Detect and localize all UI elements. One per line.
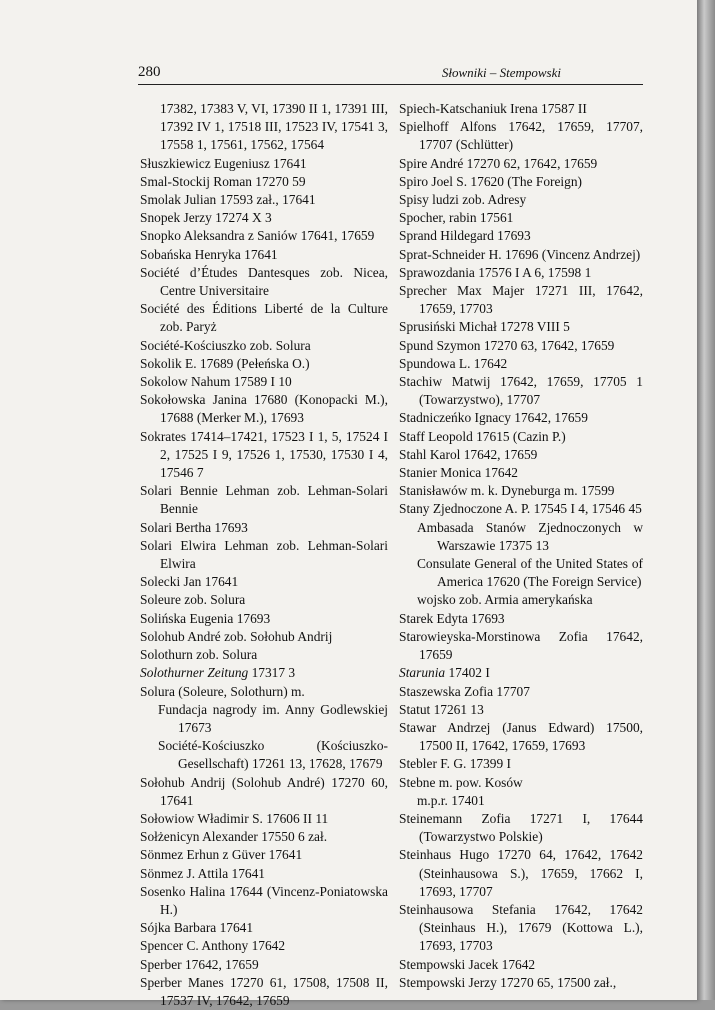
- index-entry: wojsko zob. Armia amerykańska: [417, 592, 593, 608]
- index-entry: Spire André 17270 62, 17642, 17659: [399, 155, 598, 171]
- index-entry: Spisy ludzi zob. Adresy: [399, 192, 527, 208]
- index-entry: Sperber 17642, 17659: [140, 956, 259, 972]
- page-header: [138, 62, 643, 85]
- index-entry: Stany Zjednoczone A. P. 17545 I 4, 17546 45: [399, 501, 642, 517]
- index-entry: Sönmez J. Attila 17641: [140, 865, 265, 881]
- index-entry-title: Starunia: [399, 665, 446, 681]
- index-entry: Solothurn zob. Solura: [140, 647, 258, 663]
- index-entry: Snopko Aleksandra z Saniów 17641, 17659: [140, 228, 375, 244]
- index-entry-title: Solothurner Zeitung: [140, 665, 249, 681]
- index-entry: Spund Szymon 17270 63, 17642, 17659: [399, 337, 615, 353]
- index-entry: Sołżenicyn Alexander 17550 6 zał.: [140, 829, 328, 845]
- index-entry: Stawar Andrzej (Janus Edward) 17500, 17500 II, 17642, 17659, 17693: [399, 719, 643, 754]
- index-entry: Société des Éditions Liberté de la Culture zob. Paryż: [140, 301, 388, 335]
- index-entry: Słuszkiewicz Eugeniusz 17641: [140, 155, 307, 171]
- page-edge: [697, 0, 715, 1000]
- index-entry: Starowieyska-Morstinowa Zofia 17642, 17659: [399, 628, 643, 663]
- index-entry: Sprusiński Michał 17278 VIII 5: [399, 319, 570, 335]
- index-entry: Solińska Eugenia 17693: [140, 610, 271, 626]
- index-entry: Spiech-Katschaniuk Irena 17587 II: [399, 101, 587, 116]
- index-entry: Solecki Jan 17641: [140, 574, 239, 590]
- index-entry: Fundacja nagrody im. Anny Godlewskiej 17673: [158, 701, 388, 735]
- index-entry: Stebler F. G. 17399 I: [399, 756, 511, 772]
- index-entry: Sójka Barbara 17641: [140, 920, 254, 936]
- index-entry: Sprecher Max Majer 17271 III, 17642, 17659, 17703: [399, 283, 643, 317]
- index-entry: Sokolow Nahum 17589 I 10: [140, 374, 292, 390]
- index-entry: Stachiw Matwij 17642, 17659, 17705 1 (Towarzystwo), 17707: [399, 374, 643, 408]
- index-entry: m.p.r. 17401: [417, 792, 485, 808]
- index-entry: Spundowa L. 17642: [399, 355, 508, 371]
- index-entry: Spencer C. Anthony 17642: [140, 938, 286, 954]
- index-entry: Stahl Karol 17642, 17659: [399, 446, 538, 462]
- index-entry: Société-Kościuszko (Kościuszko-Gesellschaft) 17261 13, 17628, 17679: [158, 738, 388, 772]
- index-entry: Société-Kościuszko zob. Solura: [140, 337, 311, 353]
- index-entry: Stadniczeńko Ignacy 17642, 17659: [399, 410, 588, 426]
- index-entry: Sprand Hildegard 17693: [399, 228, 531, 244]
- index-entry: Sobańska Henryka 17641: [140, 246, 278, 262]
- index-entry: Solari Elwira Lehman zob. Lehman-Solari Elwira: [140, 537, 388, 572]
- index-entry: Soleure zob. Solura: [140, 592, 246, 608]
- index-entry: Spielhoff Alfons 17642, 17659, 17707, 17707 (Schlütter): [399, 119, 643, 153]
- index-entry: Sperber Manes 17270 61, 17508, 17508 II, 17537 IV, 17642, 17659: [140, 974, 388, 1008]
- index-entry: Sokrates 17414–17421, 17523 I 1, 5, 17524 I 2, 17525 I 9, 17526 1, 17530, 17530 I 4, 17546 7: [140, 428, 388, 481]
- index-entry: Spocher, rabin 17561: [399, 210, 514, 226]
- index-entry: Sprawozdania 17576 I A 6, 17598 1: [399, 264, 592, 280]
- index-entry: Starunia 17402 I: [399, 665, 490, 681]
- index-entry: Sokolik E. 17689 (Pełeńska O.): [140, 355, 310, 371]
- index-entry: Steinemann Zofia 17271 I, 17644 (Towarzystwo Polskie): [399, 810, 643, 845]
- index-entry: Statut 17261 13: [399, 701, 484, 717]
- index-entry: Solari Bennie Lehman zob. Lehman-Solari Bennie: [140, 483, 388, 517]
- index-entry: Sönmez Erhun z Güver 17641: [140, 847, 303, 863]
- index-entry: Ambasada Stanów Zjednoczonych w Warszawie 17375 13: [417, 519, 643, 553]
- index-entry: Smolak Julian 17593 zał., 17641: [140, 192, 316, 208]
- index-entry: Stebne m. pow. Kosów: [399, 774, 523, 790]
- running-head: Słowniki – Stempowski: [441, 65, 561, 80]
- index-entry: Staszewska Zofia 17707: [399, 683, 530, 699]
- index-entry: Stanier Monica 17642: [399, 465, 519, 481]
- index-entry: Steinhaus Hugo 17270 64, 17642, 17642 (Steinhausowa S.), 17659, 17662 I, 17693, 17707: [399, 847, 643, 899]
- index-entry: Sosenko Halina 17644 (Vincenz-Poniatowska H.): [140, 883, 388, 917]
- index-entry: Sprat-Schneider H. 17696 (Vincenz Andrzej): [399, 246, 641, 262]
- index-entry: Solothurner Zeitung 17317 3: [140, 665, 296, 681]
- index-entry: Solura (Soleure, Solothurn) m.: [140, 683, 305, 699]
- index-entry: Staff Leopold 17615 (Cazin P.): [399, 428, 566, 444]
- index-entry: Sołohub Andrij (Solohub André) 17270 60, 17641: [140, 774, 388, 808]
- index-entry: Stempowski Jacek 17642: [399, 956, 536, 972]
- index-entry: Solohub André zob. Sołohub Andrij: [140, 628, 333, 644]
- index-entry: Snopek Jerzy 17274 X 3: [140, 210, 272, 226]
- index-entry: Stempowski Jerzy 17270 65, 17500 zał.,: [399, 974, 617, 990]
- index-entry: Consulate General of the United States of America 17620 (The Foreign Service): [417, 556, 643, 590]
- index-entry: Sokołowska Janina 17680 (Konopacki M.), 17688 (Merker M.), 17693: [140, 392, 388, 426]
- index-entry: Steinhausowa Stefania 17642, 17642 (Steinhaus H.), 17679 (Kottowa L.), 17693, 17703: [399, 901, 643, 954]
- index-entry: 17382, 17383 V, VI, 17390 II 1, 17391 III, 17392 IV 1, 17518 III, 17523 IV, 17541 3, 17558 1, 17561, 17562, 17564: [160, 101, 389, 153]
- index-entry: Sołowiow Władimir S. 17606 II 11: [140, 810, 329, 826]
- index-entry: Stanisławów m. k. Dyneburga m. 17599: [399, 483, 615, 499]
- index-entry: Société d’Études Dantesques zob. Nicea, Centre Universitaire: [140, 264, 388, 299]
- index-entry: Smal-Stockij Roman 17270 59: [140, 173, 306, 189]
- index-entry: Starek Edyta 17693: [399, 610, 505, 626]
- index-column-left: [140, 100, 388, 1010]
- index-entry: Spiro Joel S. 17620 (The Foreign): [399, 173, 582, 189]
- index-entry: Solari Bertha 17693: [140, 519, 248, 535]
- index-column-right: [399, 100, 643, 992]
- page-number: 280: [138, 64, 161, 80]
